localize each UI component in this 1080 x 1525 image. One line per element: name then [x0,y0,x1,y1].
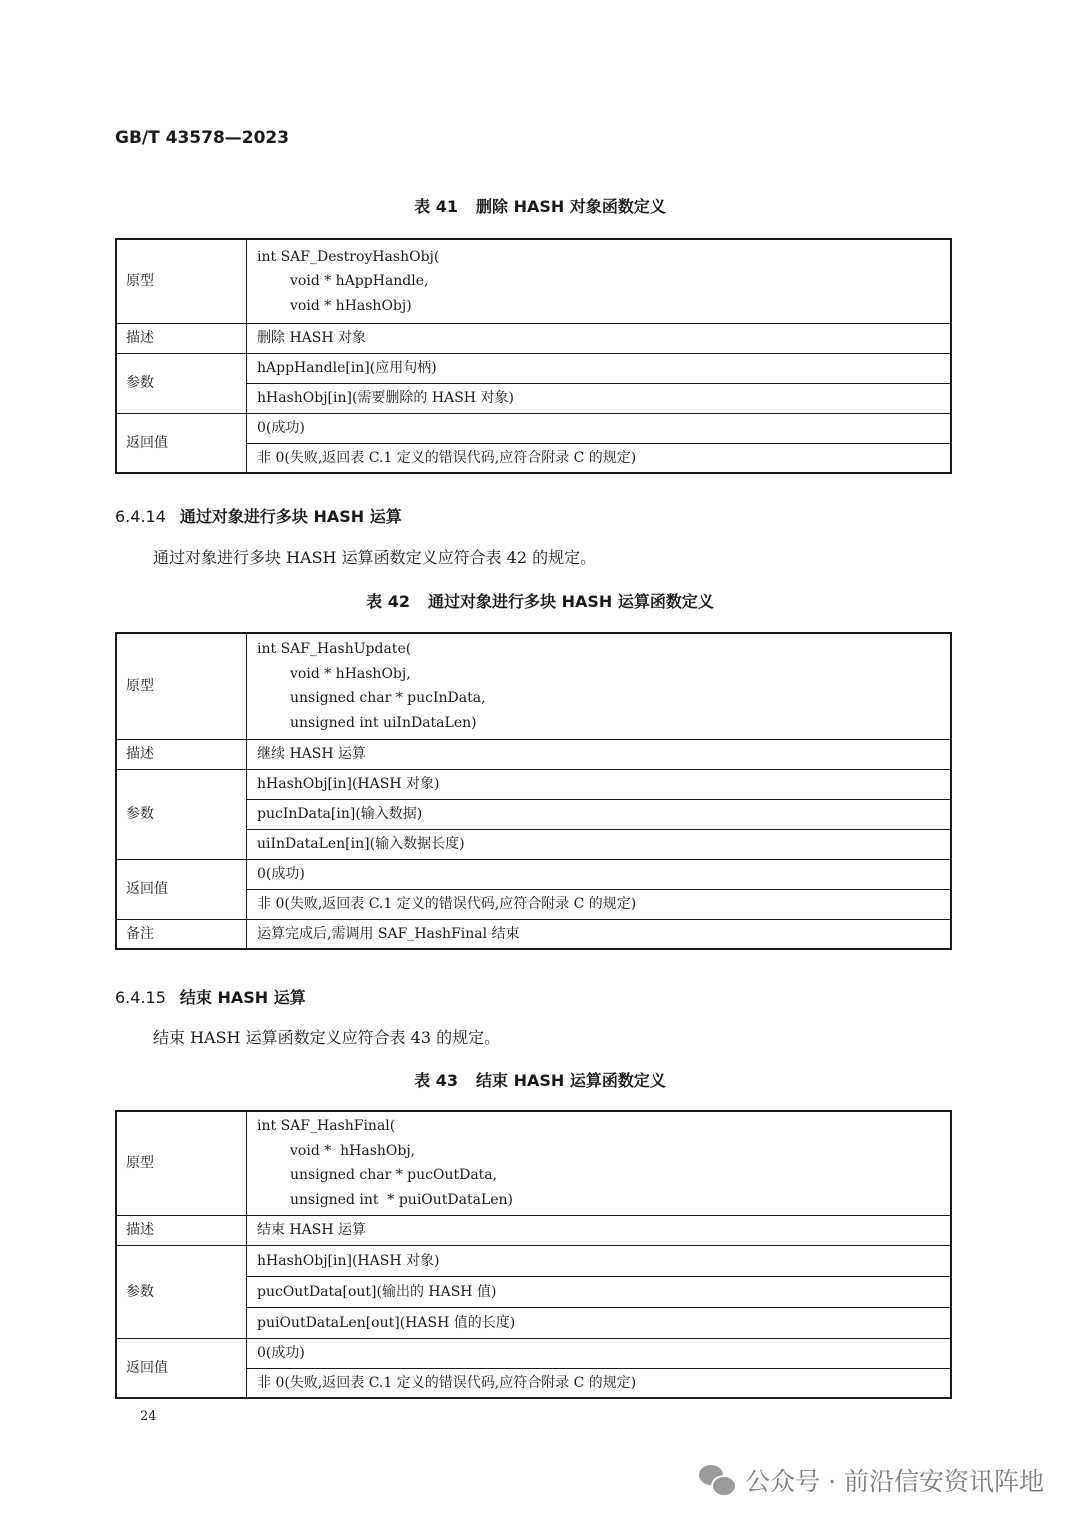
watermark [699,1462,1044,1498]
row-label: 描述 [116,323,247,353]
table-42-number: 表 42 [366,592,410,611]
section-number: 6.4.14 [115,507,166,526]
row-label: 原型 [116,239,247,323]
table-42-title: 通过对象进行多块 HASH 运算函数定义 [428,592,714,611]
param-cell: uiInDataLen[in](输入数据长度) [247,829,952,859]
table-row [116,353,951,383]
table-row [116,1338,951,1368]
table-41-caption [0,194,1080,217]
row-label: 返回值 [116,859,247,919]
code-line: unsigned int * puiOutDataLen) [290,1191,514,1208]
table-43-caption [0,1068,1080,1091]
description-cell: 继续 HASH 运算 [247,739,952,769]
table-row [116,919,951,949]
return-cell: 0(成功) [247,413,952,443]
code-line: unsigned char * pucInData, [290,690,486,707]
param-cell: hHashObj[in](需要删除的 HASH 对象) [247,383,952,413]
return-cell: 非 0(失败,返回表 C.1 定义的错误代码,应符合附录 C 的规定) [247,1368,952,1398]
prototype-cell [247,239,952,323]
code-line: void * hAppHandle, [290,273,429,289]
paragraph: 结束 HASH 运算函数定义应符合表 43 的规定。 [153,1028,501,1047]
table-row [116,1245,951,1276]
watermark-text: 公众号 · 前沿信安资讯阵地 [745,1467,1044,1496]
table-41 [115,238,952,474]
table-41-title: 删除 HASH 对象函数定义 [476,197,666,216]
return-cell: 0(成功) [247,859,952,889]
table-row [116,633,951,739]
table-row [116,739,951,769]
table-row [116,859,951,889]
return-cell: 0(成功) [247,1338,952,1368]
description-cell: 删除 HASH 对象 [247,323,952,353]
param-cell: pucOutData[out](输出的 HASH 值) [247,1276,952,1307]
row-label: 原型 [116,1111,247,1215]
param-cell: hHashObj[in](HASH 对象) [247,1245,952,1276]
param-cell: hHashObj[in](HASH 对象) [247,769,952,799]
table-row [116,1111,951,1215]
code-line: void * hHashObj) [290,297,412,314]
row-label: 备注 [116,919,247,949]
row-label: 参数 [116,1245,247,1338]
prototype-cell [247,1111,952,1215]
note-cell: 运算完成后,需调用 SAF_HashFinal 结束 [247,919,952,949]
code-line: int SAF_HashUpdate( [257,641,412,658]
row-label: 参数 [116,353,247,413]
table-41-number: 表 41 [414,197,458,216]
return-cell: 非 0(失败,返回表 C.1 定义的错误代码,应符合附录 C 的规定) [247,889,952,919]
wechat-icon [699,1465,733,1495]
table-row [116,769,951,799]
code-line: unsigned int uiInDataLen) [290,714,477,731]
table-43-title: 结束 HASH 运算函数定义 [476,1071,666,1090]
page-number: 24 [140,1409,157,1424]
section-heading-6-4-14 [115,504,402,527]
return-cell: 非 0(失败,返回表 C.1 定义的错误代码,应符合附录 C 的规定) [247,443,952,473]
section-number: 6.4.15 [115,988,166,1007]
table-43-number: 表 43 [414,1071,458,1090]
code-line: unsigned char * pucOutData, [290,1167,498,1184]
param-cell: hAppHandle[in](应用句柄) [247,353,952,383]
param-cell: puiOutDataLen[out](HASH 值的长度) [247,1307,952,1338]
row-label: 原型 [116,633,247,739]
row-label: 返回值 [116,413,247,473]
description-cell: 结束 HASH 运算 [247,1215,952,1245]
table-42-caption [0,589,1080,612]
table-row [116,1215,951,1245]
row-label: 返回值 [116,1338,247,1398]
standard-id: GB/T 43578—2023 [115,128,290,148]
row-label: 描述 [116,1215,247,1245]
prototype-cell [247,633,952,739]
table-row [116,413,951,443]
section-title: 通过对象进行多块 HASH 运算 [179,507,402,526]
row-label: 参数 [116,769,247,859]
param-cell: pucInData[in](输入数据) [247,799,952,829]
code-line: void * hHashObj, [290,665,411,682]
paragraph: 通过对象进行多块 HASH 运算函数定义应符合表 42 的规定。 [153,548,597,567]
code-line: void * hHashObj, [290,1142,416,1159]
table-row [116,239,951,323]
table-row [116,323,951,353]
section-title: 结束 HASH 运算 [179,988,306,1007]
code-line: int SAF_HashFinal( [257,1118,396,1135]
row-label: 描述 [116,739,247,769]
table-42 [115,632,952,950]
section-heading-6-4-15 [115,985,306,1008]
code-line: int SAF_DestroyHashObj( [257,248,440,265]
table-43 [115,1110,952,1399]
